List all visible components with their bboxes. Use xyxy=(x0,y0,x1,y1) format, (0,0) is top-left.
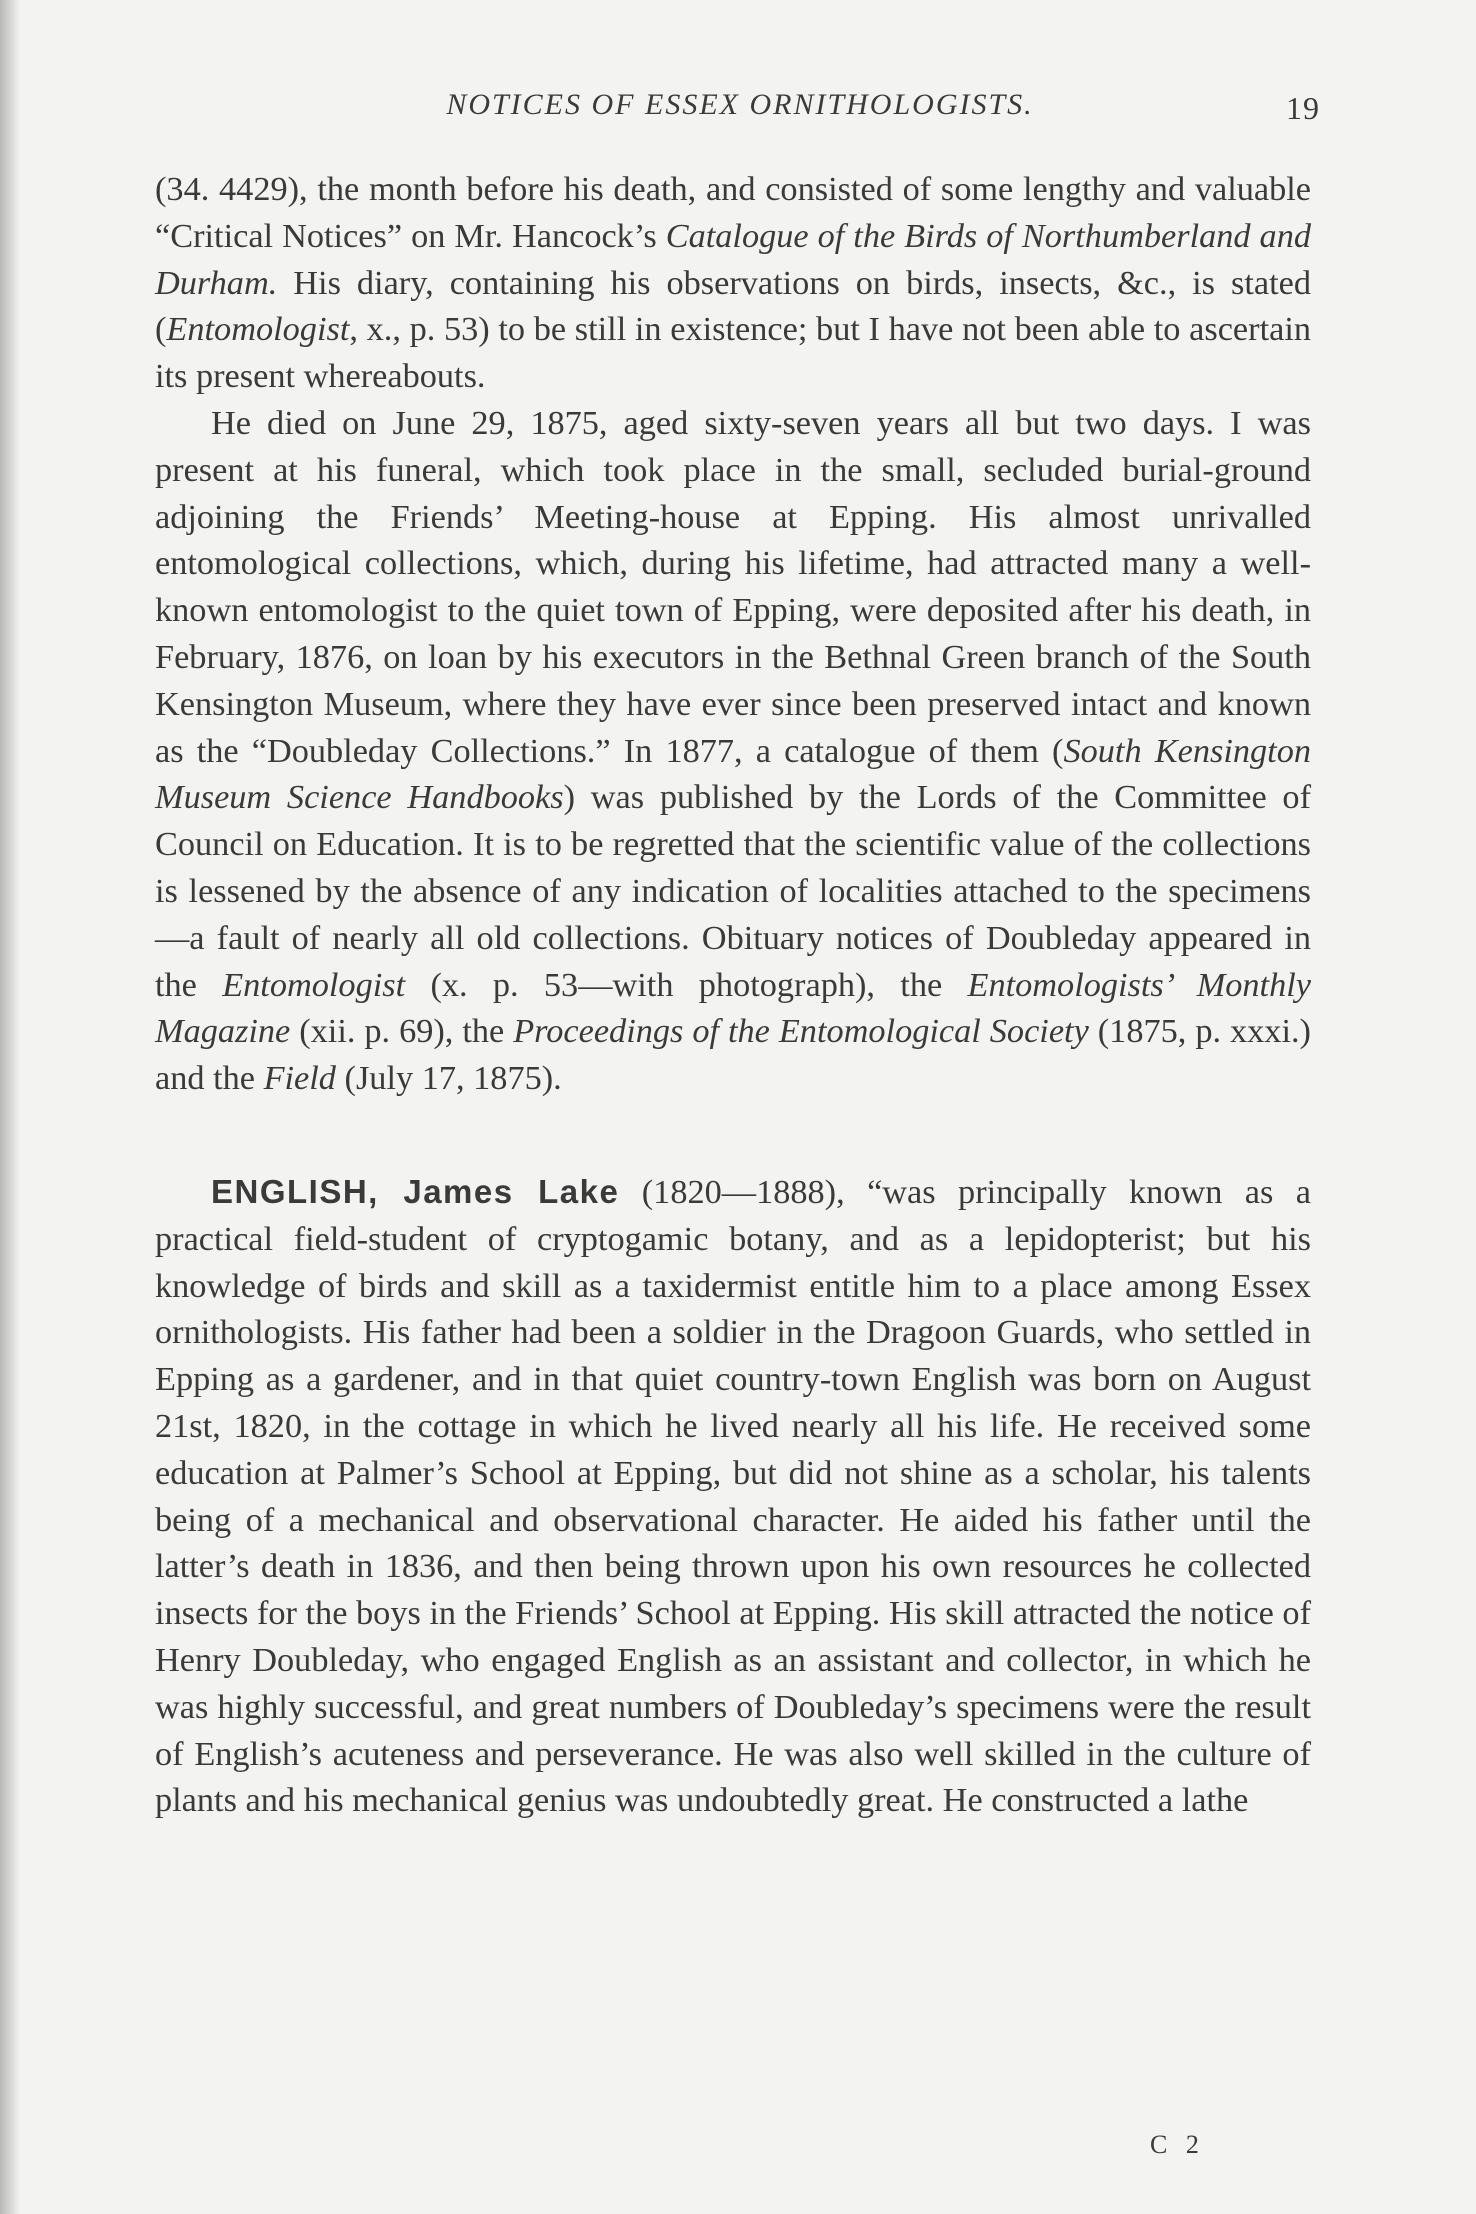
italic-title-monthly-magazine: Entomologists’ Monthly Magazine xyxy=(155,965,1311,1051)
page-gutter-shadow xyxy=(0,0,20,2214)
paragraph-english-entry xyxy=(155,1169,1311,1824)
body-text xyxy=(155,166,1311,1824)
text-run: (1875, p. xxxi.) and the xyxy=(155,1012,1311,1098)
entry-heading-name: ENGLISH, James Lake xyxy=(211,1172,620,1210)
text-run: He died on June 29, 1875, aged sixty-seven years all but two days. I was present at his funeral, which took place in the small, secluded burial-ground adjoining the Friends’ Meeting-house at Epping. His almost unrivalled entomological collections, which, during his lifetime, had attracted many a well-known entomologist to the quiet town of Epping, were deposited after his death, in February, 1876, on loan by his executors in the Bethnal Green branch of the South Kensington Museum, where they have ever since been preserved intact and known as the “Doubleday Collections.” In 1877, a catalogue of them ( xyxy=(155,403,1311,770)
text-run: (xii. p. 69), the xyxy=(290,1012,514,1051)
italic-title-proceedings: Proceedings of the Entomological Society xyxy=(513,1012,1089,1051)
text-run: (34. 4429), the month before his death, and consisted of some lengthy and valuable “Critical Notices” on Mr. Hancock’s xyxy=(155,170,1311,255)
entry-spacer xyxy=(155,1102,1311,1169)
text-run: His diary, containing his observations on birds, insects, &c., is stated ( xyxy=(155,263,1311,349)
text-run: (July 17, 1875). xyxy=(335,1059,562,1098)
paragraph-continued-doubleday xyxy=(155,166,1311,400)
page-header xyxy=(160,82,1320,132)
page-number: 19 xyxy=(1286,90,1320,126)
italic-title-museum-handbooks: South Kensington Museum Science Handbooks xyxy=(155,731,1311,817)
text-run: , x., p. 53) to be still in existence; but I have not been able to ascertain its present whereabouts. xyxy=(155,310,1311,396)
italic-title-hancock-catalogue: Catalogue of the Birds of Northumberland and Durham. xyxy=(155,216,1312,302)
signature-mark: C 2 xyxy=(1150,2130,1205,2159)
italic-title-field: Field xyxy=(263,1059,336,1098)
text-run: (x. p. 53—with photograph), the xyxy=(405,965,968,1004)
paragraph-doubleday-death xyxy=(155,400,1311,1102)
text-run: ) was published by the Lords of the Committee of Council on Education. It is to be regretted that the scientific value of the collections is lessened by the absence of any indication of localities attached to the specimens—a fault of nearly all old collections. Obituary notices of Doubleday appeared in the xyxy=(155,778,1311,1004)
running-head: NOTICES OF ESSEX ORNITHOLOGISTS. xyxy=(446,88,1034,121)
italic-title-entomologist: Entomologist xyxy=(166,310,350,349)
italic-title-entomologist: Entomologist xyxy=(222,965,406,1004)
text-run: (1820—1888), “was principally known as a practical field-student of cryptogamic botany, and as a lepidopterist; but his knowledge of birds and skill as a taxidermist entitle him to a place among Essex ornithologists. His father had been a soldier in the Dragoon Guards, who settled in Epping as a gardener, and in that quiet country-town English was born on August 21st, 1820, in the cottage in which he lived nearly all his life. He received some education at Palmer’s School at Epping, but did not shine as a scholar, his talents being of a mechanical and observational character. He aided his father until the latter’s death in 1836, and then being thrown upon his own resources he collected insects for the boys in the Friends’ School at Epping. His skill attracted the notice of Henry Doubleday, who engaged English as an assistant and collector, in which he was highly successful, and great numbers of Doubleday’s specimens were the result of English’s acuteness and perseverance. He was also well skilled in the culture of plants and his mechanical genius was undoubtedly great. He constructed a lathe xyxy=(155,1172,1312,1820)
